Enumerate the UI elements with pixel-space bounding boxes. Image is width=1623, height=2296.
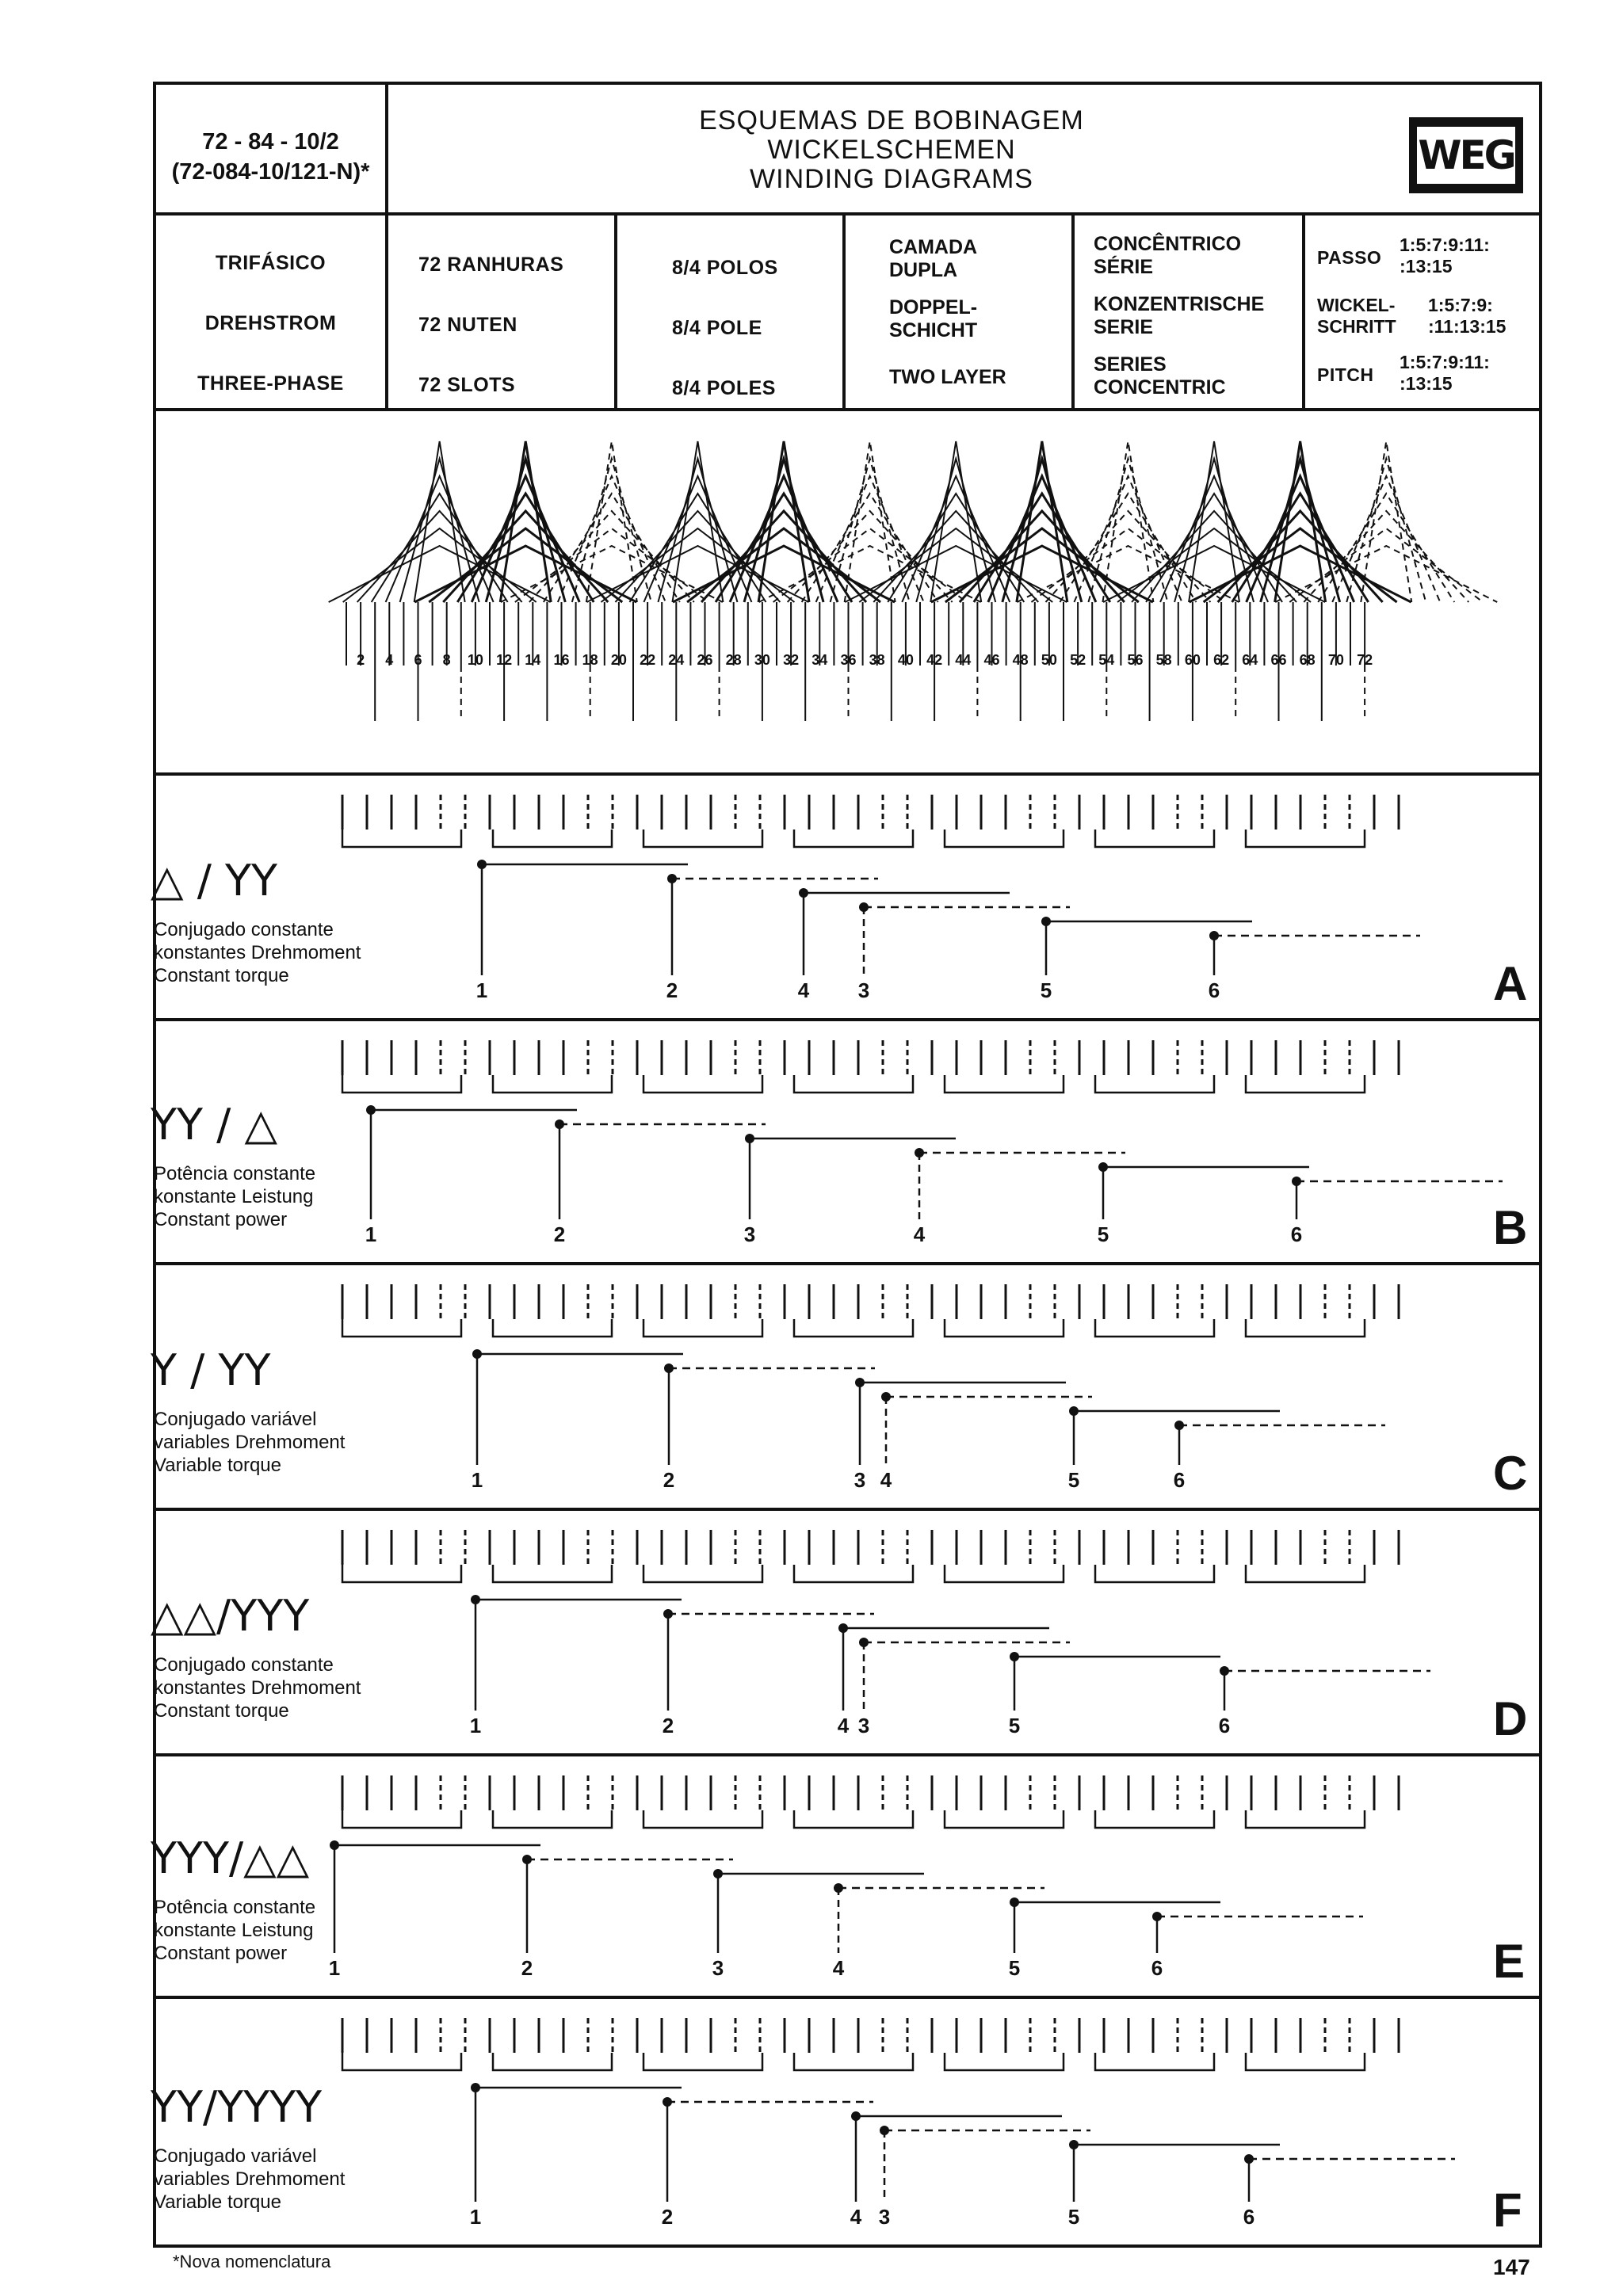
junction-dot xyxy=(1220,1666,1229,1676)
terminal-label: 2 xyxy=(661,2205,674,2229)
coil-group xyxy=(643,830,762,847)
junction-dot xyxy=(1292,1177,1301,1186)
slot-number: 8 xyxy=(442,652,451,668)
coil-group xyxy=(342,2053,461,2070)
terminal-label: 4 xyxy=(850,2205,862,2229)
connection-symbol: ΥΥ / △ xyxy=(151,1100,278,1150)
spec-poles-en: 8/4 POLES xyxy=(672,377,776,399)
page-number: 147 xyxy=(1493,2255,1530,2279)
description-line: konstante Leistung xyxy=(154,1186,314,1207)
junction-dot xyxy=(1209,931,1219,940)
description-line: Conjugado constante xyxy=(154,919,334,940)
spec-poles-de: 8/4 POLE xyxy=(672,317,762,339)
coil-group xyxy=(643,1075,762,1093)
terminal-label: 6 xyxy=(1151,1956,1163,1980)
slot-number: 18 xyxy=(582,652,598,668)
coil-group xyxy=(493,2053,612,2070)
slot-number: 22 xyxy=(640,652,656,668)
terminal-label: 4 xyxy=(913,1222,926,1246)
slot-number: 28 xyxy=(725,652,742,668)
panel-letter: D xyxy=(1493,1692,1528,1745)
spec-type-en: SERIES CONCENTRIC xyxy=(1094,353,1226,399)
junction-dot xyxy=(881,1392,891,1402)
coil-group xyxy=(945,2053,1064,2070)
terminal-label: 1 xyxy=(365,1222,377,1246)
connection-symbol: ΥΥΥ/△△ xyxy=(151,1833,310,1883)
terminal-label: 5 xyxy=(1097,1222,1109,1246)
junction-dot xyxy=(330,1840,339,1850)
slot-number: 38 xyxy=(869,652,885,668)
terminal-label: 2 xyxy=(553,1222,566,1246)
description-line: Conjugado variável xyxy=(154,2145,317,2167)
description-line: Potência constante xyxy=(154,1897,316,1918)
slot-number: 24 xyxy=(668,652,685,668)
coil-group xyxy=(1246,1075,1365,1093)
spec-poles-pt: 8/4 POLOS xyxy=(672,257,778,279)
panel-letter: B xyxy=(1493,1201,1528,1254)
slot-number: 2 xyxy=(357,652,365,668)
slot-number: 54 xyxy=(1098,652,1115,668)
spec-slots-en: 72 SLOTS xyxy=(418,374,516,396)
coil-group xyxy=(945,1810,1064,1828)
terminal-label: 6 xyxy=(1218,1714,1231,1737)
connection-symbol: ΥΥ/ΥΥΥΥ xyxy=(151,2082,323,2132)
junction-dot xyxy=(1152,1912,1162,1921)
connection-symbol: △△/ΥΥΥ xyxy=(151,1591,310,1641)
slot-number: 12 xyxy=(496,652,513,668)
coil-group xyxy=(1246,1565,1365,1582)
junction-dot xyxy=(1244,2154,1254,2164)
junction-dot xyxy=(1174,1421,1184,1430)
slot-number: 72 xyxy=(1357,652,1373,668)
panel-letter: A xyxy=(1493,957,1528,1010)
weg-logo-text: WEG xyxy=(1417,127,1515,184)
junction-dot xyxy=(663,2097,672,2107)
slot-number: 26 xyxy=(697,652,713,668)
terminal-label: 3 xyxy=(857,1714,870,1737)
junction-dot xyxy=(471,1595,480,1604)
slot-number: 66 xyxy=(1270,652,1287,668)
coil-group xyxy=(493,1810,612,1828)
slot-number: 42 xyxy=(926,652,943,668)
terminal-label: 1 xyxy=(469,1714,482,1737)
slot-number: 20 xyxy=(610,652,627,668)
terminal-label: 3 xyxy=(854,1468,866,1492)
junction-dot xyxy=(667,874,677,883)
title-en: WINDING DIAGRAMS xyxy=(750,164,1033,194)
coil-group xyxy=(1246,830,1365,847)
junction-dot xyxy=(799,888,808,898)
diagram-code-line2: (72-084-10/121-N)* xyxy=(171,159,370,185)
description-line: konstante Leistung xyxy=(154,1920,314,1941)
footnote: *Nova nomenclatura xyxy=(173,2252,331,2271)
description-line: konstantes Drehmoment xyxy=(154,942,361,963)
pitch-label-en: PITCH xyxy=(1317,364,1374,385)
connection-symbol: Υ / ΥΥ xyxy=(151,1345,271,1395)
pitch-value-pt: 1:5:7:9:11: :13:15 xyxy=(1400,235,1490,277)
slot-number: 46 xyxy=(983,652,1000,668)
coil-group xyxy=(945,1319,1064,1337)
terminal-label: 3 xyxy=(712,1956,724,1980)
terminal-label: 2 xyxy=(663,1468,675,1492)
terminal-label: 4 xyxy=(797,978,810,1002)
junction-dot xyxy=(859,1638,869,1647)
slot-number: 34 xyxy=(812,652,828,668)
terminal-label: 4 xyxy=(832,1956,845,1980)
slot-number: 56 xyxy=(1127,652,1144,668)
coil-group xyxy=(643,1810,762,1828)
slot-number: 50 xyxy=(1041,652,1057,668)
description-line: konstantes Drehmoment xyxy=(154,1677,361,1699)
coil-group xyxy=(643,1319,762,1337)
pitch-value-de: 1:5:7:9: :11:13:15 xyxy=(1428,295,1507,337)
description-line: variables Drehmoment xyxy=(154,2168,346,2190)
terminal-label: 2 xyxy=(666,978,678,1002)
junction-dot xyxy=(471,2083,480,2092)
connection-symbol: △ / ΥΥ xyxy=(151,856,278,906)
junction-dot xyxy=(851,2111,861,2121)
slot-number: 48 xyxy=(1012,652,1029,668)
diagram-code-line1: 72 - 84 - 10/2 xyxy=(202,129,339,154)
description-line: Constant torque xyxy=(154,1700,289,1722)
coil-group xyxy=(493,830,612,847)
junction-dot xyxy=(1010,1652,1019,1661)
coil-group xyxy=(1095,830,1214,847)
slot-number: 58 xyxy=(1155,652,1172,668)
terminal-label: 1 xyxy=(471,1468,483,1492)
title-pt: ESQUEMAS DE BOBINAGEM xyxy=(699,105,1084,135)
coil-group xyxy=(342,830,461,847)
coil-group xyxy=(794,1810,913,1828)
junction-dot xyxy=(855,1378,865,1387)
slot-number: 70 xyxy=(1327,652,1344,668)
spec-type-pt: CONCÊNTRICO SÉRIE xyxy=(1094,233,1242,278)
slot-number: 40 xyxy=(897,652,914,668)
terminal-label: 2 xyxy=(662,1714,674,1737)
coil-group xyxy=(945,830,1064,847)
spec-type-de: KONZENTRISCHE SERIE xyxy=(1094,293,1265,338)
spec-slots-de: 72 NUTEN xyxy=(418,314,517,336)
description-line: Conjugado constante xyxy=(154,1654,334,1676)
slot-number: 64 xyxy=(1242,652,1258,668)
coil-group xyxy=(1095,1565,1214,1582)
slot-number: 68 xyxy=(1299,652,1316,668)
terminal-label: 6 xyxy=(1208,978,1220,1002)
spec-phase-de: DREHSTROM xyxy=(204,312,337,334)
description-line: Variable torque xyxy=(154,2191,281,2213)
junction-dot xyxy=(522,1855,532,1864)
description-line: Constant torque xyxy=(154,965,289,986)
coil-group xyxy=(342,1565,461,1582)
junction-dot xyxy=(366,1105,376,1115)
slot-number: 36 xyxy=(840,652,857,668)
description-line: Variable torque xyxy=(154,1455,281,1476)
terminal-label: 1 xyxy=(475,978,488,1002)
coil-group xyxy=(1246,1810,1365,1828)
terminal-label: 3 xyxy=(743,1222,756,1246)
coil-group xyxy=(794,1319,913,1337)
terminal-label: 5 xyxy=(1008,1714,1021,1737)
coil-group xyxy=(945,1075,1064,1093)
coil-group xyxy=(342,1810,461,1828)
coil-group xyxy=(1095,1810,1214,1828)
junction-dot xyxy=(1069,1406,1079,1416)
spec-layer-de: DOPPEL-SCHICHT xyxy=(889,296,978,341)
coil-group xyxy=(945,1565,1064,1582)
pitch-label-de: WICKEL-SCHRITT xyxy=(1317,295,1396,337)
terminal-label: 3 xyxy=(878,2205,891,2229)
terminal-label: 6 xyxy=(1173,1468,1186,1492)
description-line: variables Drehmoment xyxy=(154,1432,346,1453)
coil-group xyxy=(493,1319,612,1337)
coil-group xyxy=(493,1565,612,1582)
slot-number: 30 xyxy=(754,652,770,668)
junction-dot xyxy=(713,1869,723,1878)
terminal-label: 6 xyxy=(1243,2205,1255,2229)
coil-group xyxy=(1246,1319,1365,1337)
slot-number: 16 xyxy=(553,652,570,668)
description-line: Constant power xyxy=(154,1943,288,1964)
junction-dot xyxy=(1069,2140,1079,2149)
terminal-label: 3 xyxy=(857,978,870,1002)
panel-letter: E xyxy=(1493,1935,1526,1988)
junction-dot xyxy=(1098,1162,1108,1172)
junction-dot xyxy=(477,860,487,869)
coil-group xyxy=(342,1075,461,1093)
pitch-label-pt: PASSO xyxy=(1317,247,1382,268)
terminal-label: 4 xyxy=(880,1468,892,1492)
panel-letter: F xyxy=(1493,2183,1522,2237)
description-line: Constant power xyxy=(154,1209,288,1230)
junction-dot xyxy=(555,1119,564,1129)
spec-layer-pt: CAMADA DUPLA xyxy=(889,236,977,281)
coil-group xyxy=(794,830,913,847)
slot-number: 14 xyxy=(525,652,541,668)
spec-phase-en: THREE-PHASE xyxy=(197,372,344,395)
coil-group xyxy=(643,1565,762,1582)
junction-dot xyxy=(880,2126,889,2135)
coil-group xyxy=(794,1075,913,1093)
pitch-value-en: 1:5:7:9:11: :13:15 xyxy=(1400,352,1490,394)
terminal-label: 5 xyxy=(1067,2205,1080,2229)
coil-group xyxy=(643,2053,762,2070)
junction-dot xyxy=(664,1363,674,1373)
spec-layer-en: TWO LAYER xyxy=(889,366,1006,388)
terminal-label: 4 xyxy=(837,1714,850,1737)
slot-number: 62 xyxy=(1213,652,1230,668)
slot-number: 52 xyxy=(1070,652,1086,668)
slot-number: 44 xyxy=(955,652,972,668)
panel-letter: C xyxy=(1493,1447,1528,1500)
junction-dot xyxy=(1010,1897,1019,1907)
slot-number: 6 xyxy=(414,652,422,668)
junction-dot xyxy=(915,1148,924,1158)
slot-number: 10 xyxy=(467,652,483,668)
spec-phase-pt: TRIFÁSICO xyxy=(215,252,327,274)
junction-dot xyxy=(472,1349,482,1359)
junction-dot xyxy=(859,902,869,912)
coil-group xyxy=(1246,2053,1365,2070)
junction-dot xyxy=(1041,917,1051,926)
terminal-label: 1 xyxy=(469,2205,482,2229)
coil-group xyxy=(1095,1075,1214,1093)
terminal-label: 2 xyxy=(521,1956,533,1980)
coil-group xyxy=(493,1075,612,1093)
slot-number: 4 xyxy=(385,652,394,668)
coil-group xyxy=(794,2053,913,2070)
terminal-label: 5 xyxy=(1067,1468,1080,1492)
terminal-label: 5 xyxy=(1008,1956,1021,1980)
terminal-label: 5 xyxy=(1040,978,1052,1002)
junction-dot xyxy=(838,1623,848,1633)
slot-number: 32 xyxy=(783,652,800,668)
description-line: Conjugado variável xyxy=(154,1409,317,1430)
coil-group xyxy=(794,1565,913,1582)
terminal-label: 6 xyxy=(1290,1222,1303,1246)
junction-dot xyxy=(745,1134,754,1143)
coil-group xyxy=(1095,1319,1214,1337)
description-line: Potência constante xyxy=(154,1163,316,1184)
terminal-label: 1 xyxy=(328,1956,341,1980)
coil-group xyxy=(342,1319,461,1337)
junction-dot xyxy=(834,1883,843,1893)
spec-slots-pt: 72 RANHURAS xyxy=(418,254,564,276)
junction-dot xyxy=(663,1609,673,1619)
coil-group xyxy=(1095,2053,1214,2070)
slot-number: 60 xyxy=(1184,652,1201,668)
title-de: WICKELSCHEMEN xyxy=(767,135,1016,165)
